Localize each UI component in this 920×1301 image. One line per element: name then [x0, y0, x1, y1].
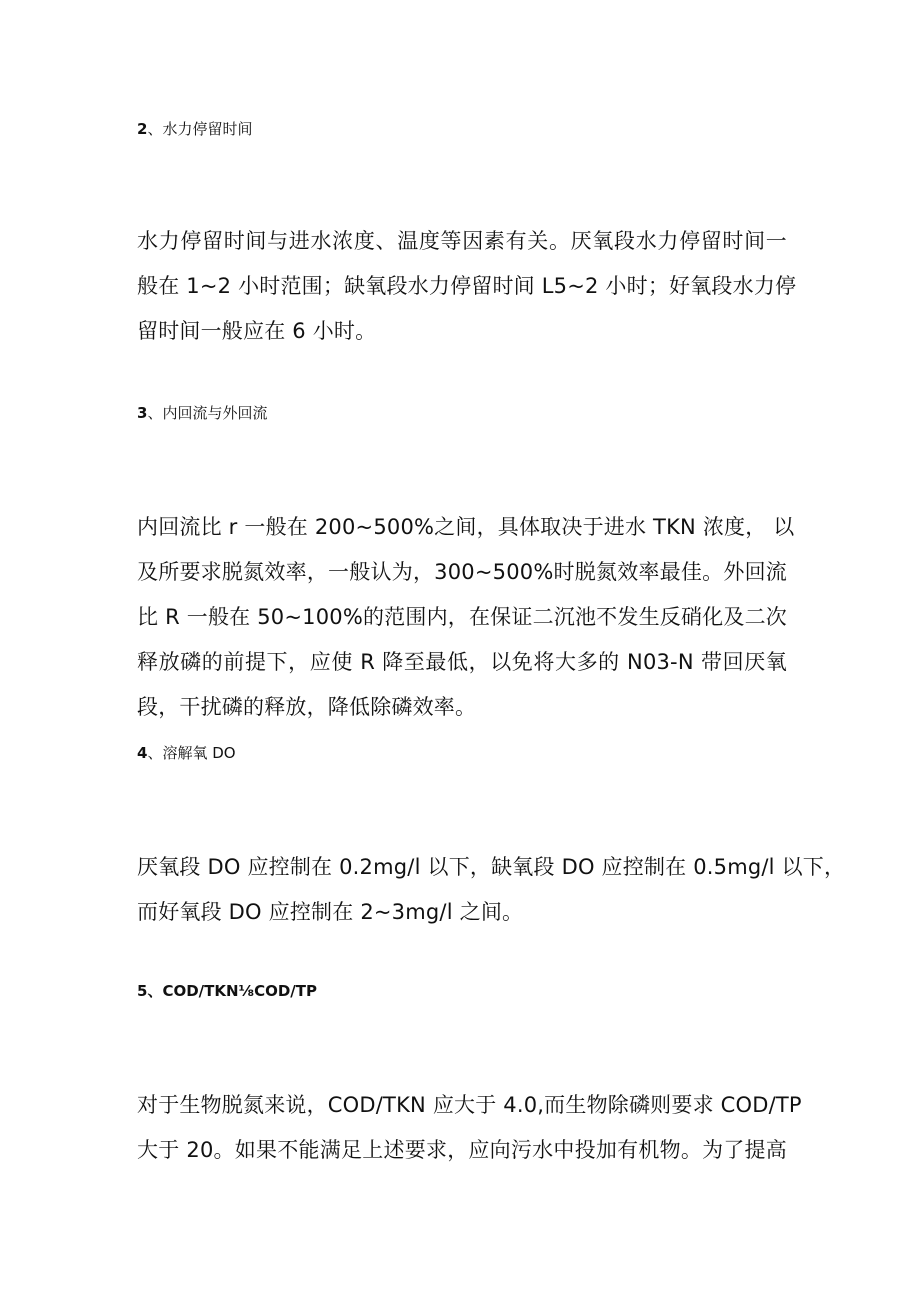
paragraph-line: 厌氧段 DO 应控制在 0.2mg/l 以下，缺氧段 DO 应控制在 0.5mg/l 以下， — [137, 855, 846, 879]
paragraph-line: 内回流比 r 一般在 200~500%之间，具体取决于进水 TKN 浓度， 以 — [137, 515, 795, 539]
paragraph-line: 比 R 一般在 50~100%的范围内，在保证二沉池不发生反硝化及二次 — [137, 605, 787, 629]
section-3-number: 3 — [137, 404, 148, 422]
section-2-title: 、水力停留时间 — [147, 120, 253, 138]
section-3-paragraph — [137, 505, 795, 730]
section-4-paragraph — [137, 845, 846, 935]
paragraph-line: 段，干扰磷的释放，降低除磷效率。 — [137, 695, 477, 719]
paragraph-line: 释放磷的前提下，应使 R 降至最低，以免将大多的 N03-N 带回厌氧 — [137, 650, 787, 674]
paragraph-line: 大于 20。如果不能满足上述要求，应向污水中投加有机物。为了提高 — [137, 1138, 787, 1162]
paragraph-line: 而好氧段 DO 应控制在 2~3mg/l 之间。 — [137, 900, 524, 924]
paragraph-line: 般在 1~2 小时范围；缺氧段水力停留时间 L5~2 小时；好氧段水力停 — [137, 274, 797, 298]
paragraph-line: 留时间一般应在 6 小时。 — [137, 319, 377, 343]
section-3-title: 、内回流与外回流 — [147, 404, 268, 422]
section-2-paragraph — [137, 219, 797, 354]
paragraph-line: 对于生物脱氮来说，COD/TKN 应大于 4.0,而生物除磷则要求 COD/TP — [137, 1093, 802, 1117]
section-4-heading — [137, 742, 236, 764]
paragraph-line: 水力停留时间与进水浓度、温度等因素有关。厌氧段水力停留时间一 — [137, 229, 787, 253]
section-4-number: 4 — [137, 744, 148, 762]
section-5-paragraph — [137, 1083, 802, 1173]
section-5-number: 5 — [137, 982, 148, 1000]
section-2-number: 2 — [137, 120, 148, 138]
section-3-heading — [137, 402, 267, 424]
section-4-title: 、溶解氧 DO — [147, 744, 236, 762]
section-5-heading — [137, 980, 317, 1002]
section-5-title: 、COD/TKN⅛COD/TP — [147, 982, 317, 1000]
paragraph-line: 及所要求脱氮效率，一般认为，300~500%时脱氮效率最佳。外回流 — [137, 560, 787, 584]
section-2-heading — [137, 118, 252, 140]
